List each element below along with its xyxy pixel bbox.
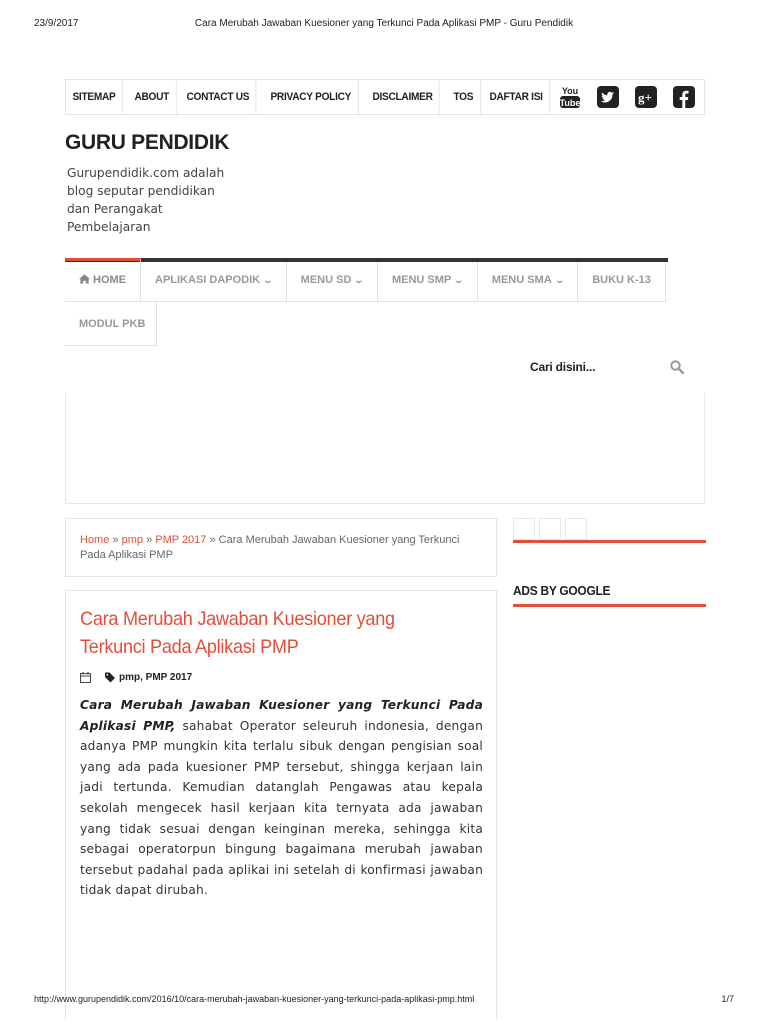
topnav-disclaimer[interactable]: DISCLAIMER [366,80,440,114]
nav-menu-sma-label: MENU SMA [491,274,552,286]
article-meta [80,670,192,684]
sidebar-divider [513,540,706,543]
nav-aplikasi-dapodik-label: APLIKASI DAPODIK [155,274,261,286]
print-page-number: 1/7 [721,994,734,1004]
nav-menu-smp[interactable] [378,262,478,302]
article-body [80,695,483,901]
ad-banner-area [65,393,705,504]
nav-menu-smp-label: MENU SMP [391,274,452,286]
sidebar-tab[interactable] [539,518,561,540]
nav-menu-sd-label: MENU SD [300,274,352,286]
top-nav [66,80,556,114]
print-header [34,18,734,32]
sidebar-tab[interactable] [513,518,535,540]
breadcrumb-current: Cara Merubah Jawaban Kuesioner yang Terkunci Pada Aplikasi PMP [80,534,460,561]
top-bar [65,79,705,115]
site-title[interactable]: GURU PENDIDIK [65,131,230,154]
ads-widget-divider [513,604,706,607]
nav-buku-k13-label: BUKU K-13 [592,274,651,286]
nav-menu-sma[interactable] [478,262,578,302]
topnav-contact-us[interactable]: CONTACT US [180,80,257,114]
nav-buku-k13[interactable] [578,262,666,302]
sidebar-tab[interactable] [565,518,587,540]
tag-icon [105,672,117,683]
topnav-sitemap[interactable]: SITEMAP [66,80,123,114]
article-title-line1: Cara Merubah Jawaban Kuesioner yang [80,608,395,630]
article [65,590,497,1020]
twitter-icon[interactable] [596,85,620,109]
chevron-down-icon: ⌄ [453,275,465,285]
sidebar-tabs [513,518,706,540]
breadcrumb-pmp-2017[interactable]: PMP 2017 [155,534,207,546]
search-box[interactable] [522,352,702,382]
print-footer [34,994,734,1008]
search-input[interactable]: Cari disini... [530,360,596,374]
youtube-icon[interactable] [558,85,582,109]
topnav-tos[interactable]: TOS [447,80,481,114]
breadcrumb [65,518,497,577]
chevron-down-icon: ⌄ [353,275,365,285]
topnav-daftar-isi[interactable]: DAFTAR ISI [483,80,550,114]
nav-modul-pkb[interactable] [65,302,156,346]
svg-text:Tube: Tube [559,98,581,108]
site-description: Gurupendidik.com adalah blog seputar pendidikan dan Perangakat Pembelajaran [67,166,225,234]
topnav-privacy-policy[interactable]: PRIVACY POLICY [264,80,358,114]
nav-modul-pkb-label: MODUL PKB [79,318,146,330]
article-title-line2: Terkunci Pada Aplikasi PMP [80,636,299,658]
ads-widget-title: ADS BY GOOGLE [513,583,611,598]
article-title [80,605,452,661]
breadcrumb-separator: » [146,534,153,546]
calendar-icon [80,672,91,683]
google-plus-icon[interactable] [634,85,658,109]
nav-home[interactable] [65,258,141,302]
breadcrumb-pmp[interactable]: pmp [121,534,143,546]
search-icon[interactable] [670,360,684,374]
breadcrumb-separator: » [112,534,119,546]
social-links [558,85,696,109]
home-icon [79,274,90,284]
breadcrumb-separator: » [209,534,216,546]
topnav-about[interactable]: ABOUT [128,80,176,114]
print-date: 23/9/2017 [34,18,79,29]
nav-aplikasi-dapodik[interactable] [141,262,287,302]
sidebar [513,518,706,607]
print-url: http://www.gurupendidik.com/2016/10/cara-merubah-jawaban-kuesioner-yang-terkunci-pada-aplikasi-pmp.html [34,994,475,1004]
chevron-down-icon: ⌄ [262,275,274,285]
main-nav [65,258,668,346]
nav-home-label: HOME [93,274,126,286]
svg-text:You: You [561,86,579,96]
print-doc-title: Cara Merubah Jawaban Kuesioner yang Terkunci Pada Aplikasi PMP - Guru Pendidik [194,18,574,29]
facebook-icon[interactable] [672,85,696,109]
article-body-text: sahabat Operator seleuruh indonesia, dengan adanya PMP mungkin kita terlalu sibuk dengan pengisian soal yang ada pada kuesioner PMP tersebut, shingga kerjaan lain jadi tertunda. Kemudian datanglah Pengawas atau kepala sekolah mengecek hasil kerjaan kita ternyata ada jawaban yang tidak sesuai dengan keinginan mereka, sehingga kita sebagai operatorpun bingung bagaimana merubah jawaban tersebut padahal pada aplikai ini setelah di konfirmasi jawaban tidak dapat dirubah. [80,718,483,898]
svg-text:g+: g+ [638,90,652,105]
chevron-down-icon: ⌄ [554,275,565,285]
article-lead: Cara Merubah Jawaban Kuesioner yang Terkunci Pada Aplikasi PMP, [80,698,483,733]
breadcrumb-home[interactable]: Home [80,534,110,546]
nav-menu-sd[interactable] [287,262,378,302]
article-labels[interactable]: pmp, PMP 2017 [119,671,193,683]
